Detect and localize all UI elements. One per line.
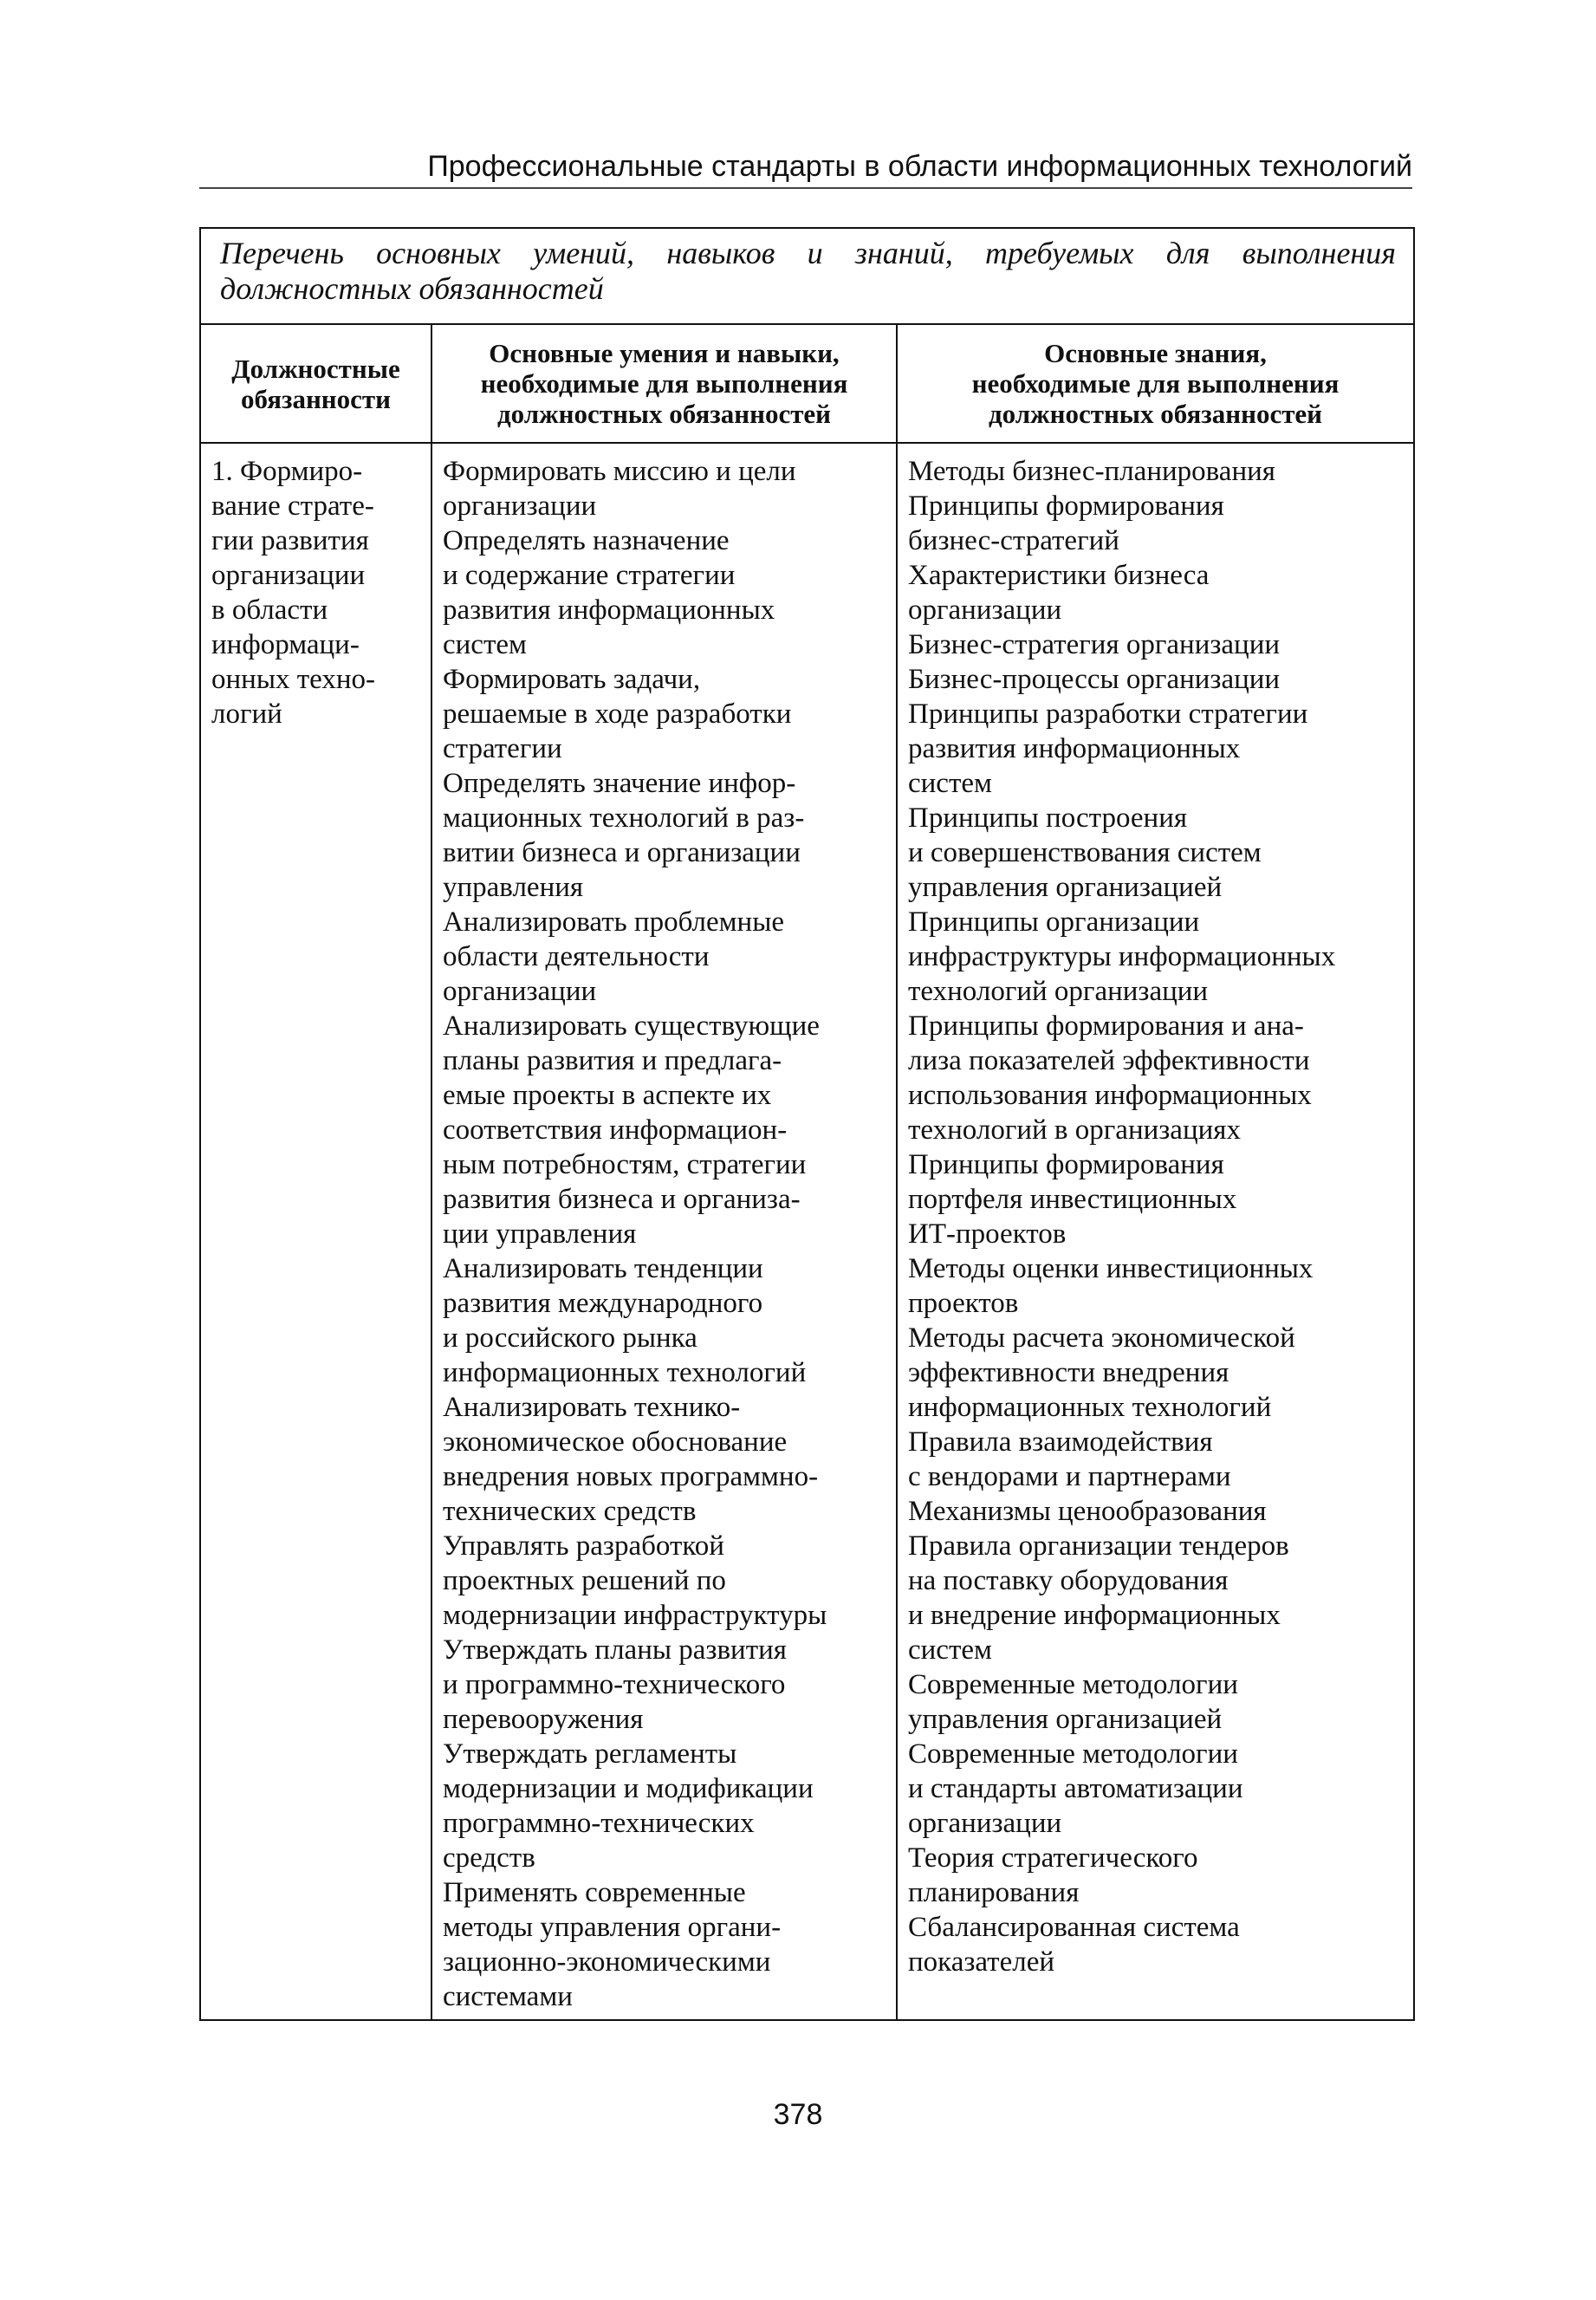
knowledge-line: бизнес-стратегий <box>908 525 1119 556</box>
duties-cell <box>200 443 431 2020</box>
header-knowledge-line: Основные знания, <box>1044 338 1267 368</box>
duty-line: вание страте- <box>211 491 374 522</box>
knowledge-line: Методы бизнес-планирования <box>908 456 1275 487</box>
skill-line: Анализировать технико- <box>443 1392 741 1423</box>
skill-line: Определять значение инфор- <box>443 768 796 799</box>
duty-line: 1. Формиро- <box>211 456 363 487</box>
knowledge-line: управления организацией <box>908 872 1223 903</box>
knowledge-line: технологий организации <box>908 976 1209 1007</box>
skill-line: и российского рынка <box>443 1322 697 1354</box>
knowledge-line: инфраструктуры информационных <box>908 941 1336 972</box>
knowledge-line: Бизнес-процессы организации <box>908 664 1281 695</box>
knowledge-line: и внедрение информационных <box>908 1600 1281 1631</box>
knowledge-line: Бизнес-стратегия организации <box>908 629 1281 660</box>
knowledge-line: с вендорами и партнерами <box>908 1461 1231 1492</box>
skills-cell <box>431 443 897 2020</box>
skill-line: внедрения новых программно- <box>443 1461 819 1492</box>
knowledge-line: планирования <box>908 1877 1080 1908</box>
skill-line: решаемые в ходе разработки <box>443 698 792 730</box>
knowledge-line: ИТ-проектов <box>908 1218 1067 1250</box>
skill-line: и программно-технического <box>443 1669 786 1700</box>
knowledge-line: Механизмы ценообразования <box>908 1496 1267 1527</box>
knowledge-line: и совершенствования систем <box>908 837 1262 868</box>
skill-line: Формировать миссию и цели <box>443 456 796 487</box>
knowledge-line: Принципы построения <box>908 802 1188 834</box>
header-knowledge-line: должностных обязанностей <box>988 399 1323 429</box>
knowledge-line: Современные методологии <box>908 1669 1238 1700</box>
duty-line: логий <box>211 698 282 730</box>
skill-line: экономическое обоснование <box>443 1426 788 1458</box>
skill-line: Формировать задачи, <box>443 664 701 695</box>
skill-line: технических средств <box>443 1496 697 1527</box>
skill-line: витии бизнеса и организации <box>443 837 801 868</box>
skill-line: области деятельности <box>443 941 710 972</box>
knowledge-line: организации <box>908 594 1062 626</box>
knowledge-line: систем <box>908 1634 992 1666</box>
skill-line: ции управления <box>443 1218 637 1250</box>
skill-line: Определять назначение <box>443 525 730 556</box>
competency-table <box>199 227 1415 2021</box>
knowledge-line: использования информационных <box>908 1080 1312 1111</box>
knowledge-line: Правила организации тендеров <box>908 1530 1289 1562</box>
knowledge-line: Современные методологии <box>908 1738 1238 1770</box>
knowledge-line: Правила взаимодействия <box>908 1426 1213 1458</box>
skill-line: информационных технологий <box>443 1357 807 1388</box>
knowledge-line: показателей <box>908 1946 1055 1978</box>
skill-line: стратегии <box>443 733 562 764</box>
page-number: 378 <box>773 2098 823 2131</box>
knowledge-line: Принципы организации <box>908 906 1200 938</box>
knowledge-line: Принципы формирования и ана- <box>908 1010 1304 1042</box>
header-knowledge <box>897 324 1414 443</box>
skill-line: управления <box>443 872 584 903</box>
skill-line: и содержание стратегии <box>443 560 736 591</box>
skill-line: развития информационных <box>443 594 775 626</box>
running-header: Профессиональные стандарты в области информационных технологий <box>427 150 1412 183</box>
skill-line: системами <box>443 1981 573 2012</box>
skill-line: методы управления органи- <box>443 1912 782 1943</box>
knowledge-line: информационных технологий <box>908 1392 1272 1423</box>
header-skills <box>431 324 897 443</box>
skill-line: модернизации и модификации <box>443 1773 814 1804</box>
skill-line: мационных технологий в раз- <box>443 802 805 834</box>
skill-line: емые проекты в аспекте их <box>443 1080 772 1111</box>
skill-line: Анализировать тенденции <box>443 1253 763 1284</box>
skill-line: соответствия информацион- <box>443 1114 788 1146</box>
knowledge-line: на поставку оборудования <box>908 1565 1229 1596</box>
skill-line: организации <box>443 491 597 522</box>
header-duties <box>200 324 431 443</box>
knowledge-line: развития информационных <box>908 733 1241 764</box>
header-skills-line: необходимые для выполнения <box>480 368 848 399</box>
knowledge-line: и стандарты автоматизации <box>908 1773 1243 1804</box>
skill-line: организации <box>443 976 597 1007</box>
skill-line: модернизации инфраструктуры <box>443 1600 827 1631</box>
knowledge-line: Принципы разработки стратегии <box>908 698 1308 730</box>
duty-line: организации <box>211 560 366 591</box>
duty-line: информаци- <box>211 629 360 660</box>
knowledge-line: проектов <box>908 1288 1019 1319</box>
knowledge-line: Методы оценки инвестиционных <box>908 1253 1314 1284</box>
header-duties-line: обязанности <box>240 383 392 414</box>
knowledge-line: управления организацией <box>908 1704 1223 1735</box>
skill-line: Управлять разработкой <box>443 1530 724 1562</box>
knowledge-line: организации <box>908 1808 1062 1839</box>
duty-line: гии развития <box>211 525 369 556</box>
skill-line: Утверждать планы развития <box>443 1634 787 1666</box>
knowledge-line: Сбалансированная система <box>908 1912 1240 1943</box>
skill-line: средств <box>443 1842 535 1874</box>
header-skills-line: должностных обязанностей <box>496 399 832 429</box>
skill-line: Утверждать регламенты <box>443 1738 737 1770</box>
skill-line: перевооружения <box>443 1704 644 1735</box>
header-knowledge-line: необходимые для выполнения <box>971 368 1340 399</box>
table-caption: Перечень основных умений, навыков и знаний, требуемых для выполнения должностных обязанностей <box>200 228 1414 324</box>
header-duties-line: Должностные <box>231 353 400 384</box>
duty-line: онных техно- <box>211 664 376 695</box>
skill-line: зационно-экономическими <box>443 1946 771 1978</box>
skill-line: проектных решений по <box>443 1565 726 1596</box>
skill-line: развития бизнеса и организа- <box>443 1184 801 1215</box>
knowledge-line: Принципы формирования <box>908 1149 1224 1180</box>
header-rule <box>199 187 1412 189</box>
knowledge-line: портфеля инвестиционных <box>908 1184 1237 1215</box>
skill-line: Анализировать проблемные <box>443 906 785 938</box>
skill-line: программно-технических <box>443 1808 755 1839</box>
header-skills-line: Основные умения и навыки, <box>489 338 840 368</box>
knowledge-line: Принципы формирования <box>908 491 1224 522</box>
skill-line: планы развития и предлага- <box>443 1045 782 1076</box>
skill-line: развития международного <box>443 1288 763 1319</box>
knowledge-line: технологий в организациях <box>908 1114 1241 1146</box>
skill-line: ным потребностям, стратегии <box>443 1149 807 1180</box>
knowledge-line: систем <box>908 768 992 799</box>
skill-line: Применять современные <box>443 1877 746 1908</box>
duty-line: в области <box>211 594 328 626</box>
knowledge-line: Методы расчета экономической <box>908 1322 1295 1354</box>
knowledge-line: Характеристики бизнеса <box>908 560 1210 591</box>
skill-line: Анализировать существующие <box>443 1010 820 1042</box>
knowledge-line: эффективности внедрения <box>908 1357 1229 1388</box>
skill-line: систем <box>443 629 527 660</box>
knowledge-line: Теория стратегического <box>908 1842 1198 1874</box>
knowledge-cell <box>897 443 1414 2020</box>
knowledge-line: лиза показателей эффективности <box>908 1045 1310 1076</box>
